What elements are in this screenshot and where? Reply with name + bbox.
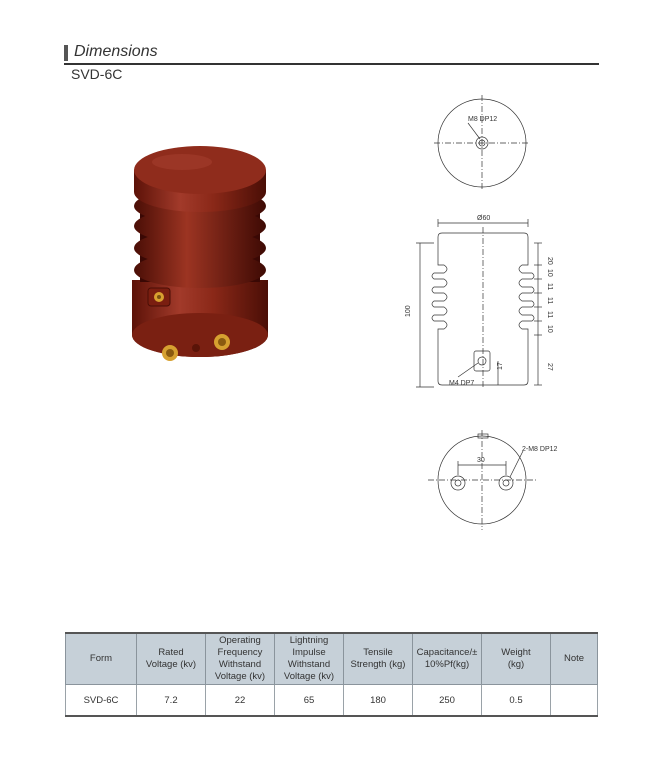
col-rated-voltage: Rated Voltage (kv) xyxy=(137,633,206,685)
spec-table xyxy=(65,632,598,717)
dim-2: 10 xyxy=(546,269,553,277)
bottom-thread-label: M4 DP7 xyxy=(449,380,475,387)
diameter-label: Ø60 xyxy=(477,215,491,222)
col-form: Form xyxy=(66,633,137,685)
table-header-row xyxy=(66,633,598,685)
heading-accent-bar xyxy=(64,45,68,61)
section-title: Dimensions xyxy=(74,43,158,60)
top-view-label: M8 DP12 xyxy=(468,116,498,123)
cell-note xyxy=(551,685,598,717)
cell-form: SVD-6C xyxy=(66,685,137,717)
dim-7: 27 xyxy=(546,363,553,371)
height-label: 100 xyxy=(405,305,412,317)
col-note: Note xyxy=(551,633,598,685)
col-weight: Weight (kg) xyxy=(482,633,551,685)
bottom-view-label: 2-M8 DP12 xyxy=(522,446,558,453)
cell-weight: 0.5 xyxy=(482,685,551,717)
technical-drawing xyxy=(398,95,583,545)
dim-1: 20 xyxy=(546,257,553,265)
cell-capacitance: 250 xyxy=(413,685,482,717)
cell-operating-voltage: 22 xyxy=(206,685,275,717)
table-row xyxy=(66,685,598,717)
dim-5: 11 xyxy=(546,311,553,319)
bottom-spacing-label: 30 xyxy=(477,457,485,464)
model-name: SVD-6C xyxy=(71,66,123,82)
col-operating-voltage: Operating Frequency Withstand Voltage (kv) xyxy=(206,633,275,685)
cell-impulse-voltage: 65 xyxy=(275,685,344,717)
dim-3: 11 xyxy=(546,283,553,291)
insulator-photo xyxy=(120,130,280,370)
heading-rule xyxy=(64,63,599,65)
bottom-thread-dim: 17 xyxy=(497,362,504,370)
col-tensile: Tensile Strength (kg) xyxy=(344,633,413,685)
col-capacitance: Capacitance/± 10%Pf(kg) xyxy=(413,633,482,685)
dim-6: 10 xyxy=(546,325,553,333)
col-impulse-voltage: Lightning Impulse Withstand Voltage (kv) xyxy=(275,633,344,685)
cell-rated-voltage: 7.2 xyxy=(137,685,206,717)
dim-4: 11 xyxy=(546,297,553,305)
cell-tensile: 180 xyxy=(344,685,413,717)
